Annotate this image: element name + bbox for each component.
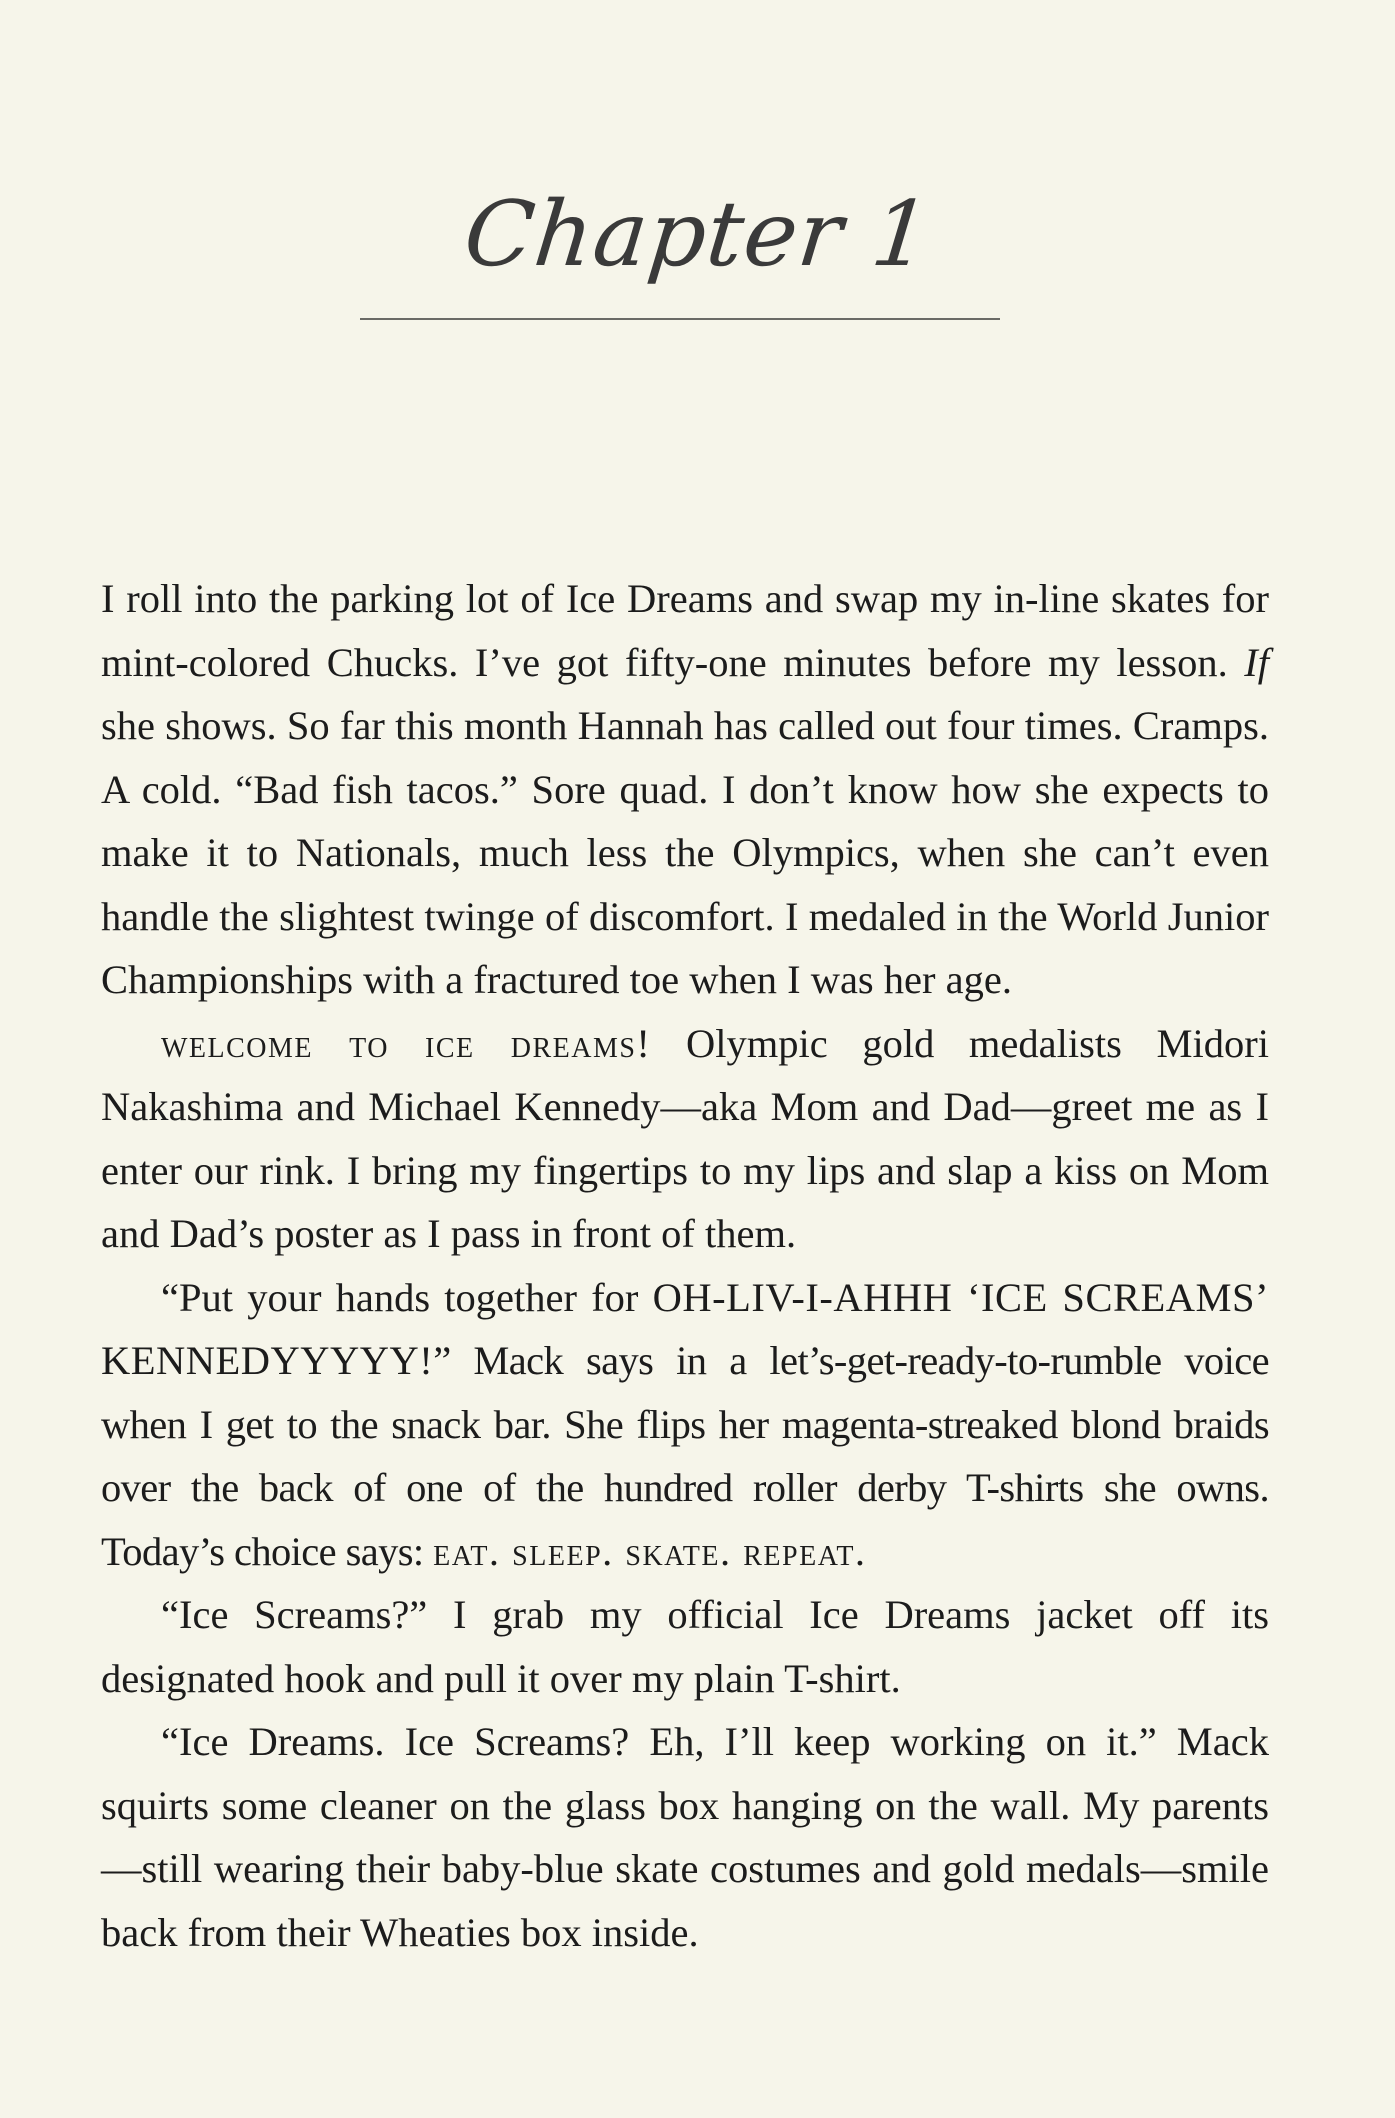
paragraph-1-emphasis: If xyxy=(1244,639,1269,685)
chapter-underline xyxy=(360,318,1000,320)
paragraph-2-sign-text: welcome to ice dreams! xyxy=(161,1020,652,1066)
paragraph-4: “Ice Screams?” I grab my official Ice Dreams jacket off its designated hook and pull it over my plain T-shirt. xyxy=(101,1592,1269,1701)
paragraph-3-text-a: “Put your hands together for xyxy=(161,1274,653,1320)
paragraph-3-shirt-text: eat. sleep. skate. repeat. xyxy=(433,1528,867,1574)
chapter-heading xyxy=(0,180,1395,290)
paragraph-1-text-b: she shows. So far this month Hannah has called out four times. Cramps. A cold. “Bad fish tacos.” Sore quad. I don’t know how she expects to make it to Nationals, much less the Olympics, when she can’t even handle the slightest twinge of discomfort. I medaled in the World Junior Championships with a fractured toe when I was her age. xyxy=(101,703,1269,1002)
paragraph-3-shout: OH-LIV-I-AHHH ‘ICE SCREAMS’ KENNEDYYYYY! xyxy=(101,1274,1269,1383)
paragraph-3-text-b: ” Mack says in a let’s-get-ready-to-rumble voice when I get to the snack bar. She flips her magenta-streaked blond braids over the back of one of the hundred roller derby T-shirts she owns. Today’s choice says: xyxy=(101,1338,1269,1574)
paragraph-2 xyxy=(101,1012,1269,1266)
chapter-body xyxy=(101,567,1269,1964)
chapter-title: Chapter 1 xyxy=(459,182,936,287)
paragraph-2-text: Olympic gold medalists Midori Nakashima and Michael Kennedy—aka Mom and Dad—greet me as I enter our rink. I bring my fingertips to my lips and slap a kiss on Mom and Dad’s poster as I pass in front of them. xyxy=(101,1020,1269,1256)
paragraph-3 xyxy=(101,1266,1269,1584)
paragraph-1 xyxy=(101,567,1269,1012)
paragraph-1-text-a: I roll into the parking lot of Ice Dreams and swap my in-line skates for mint-colored Chucks. I’ve got fifty-one minutes before my lesson. xyxy=(101,576,1269,685)
paragraph-5: “Ice Dreams. Ice Screams? Eh, I’ll keep working on it.” Mack squirts some cleaner on the glass box hanging on the wall. My parents—still wearing their baby-blue skate costumes and gold medals—smile back from their Wheaties box inside. xyxy=(101,1719,1269,1955)
